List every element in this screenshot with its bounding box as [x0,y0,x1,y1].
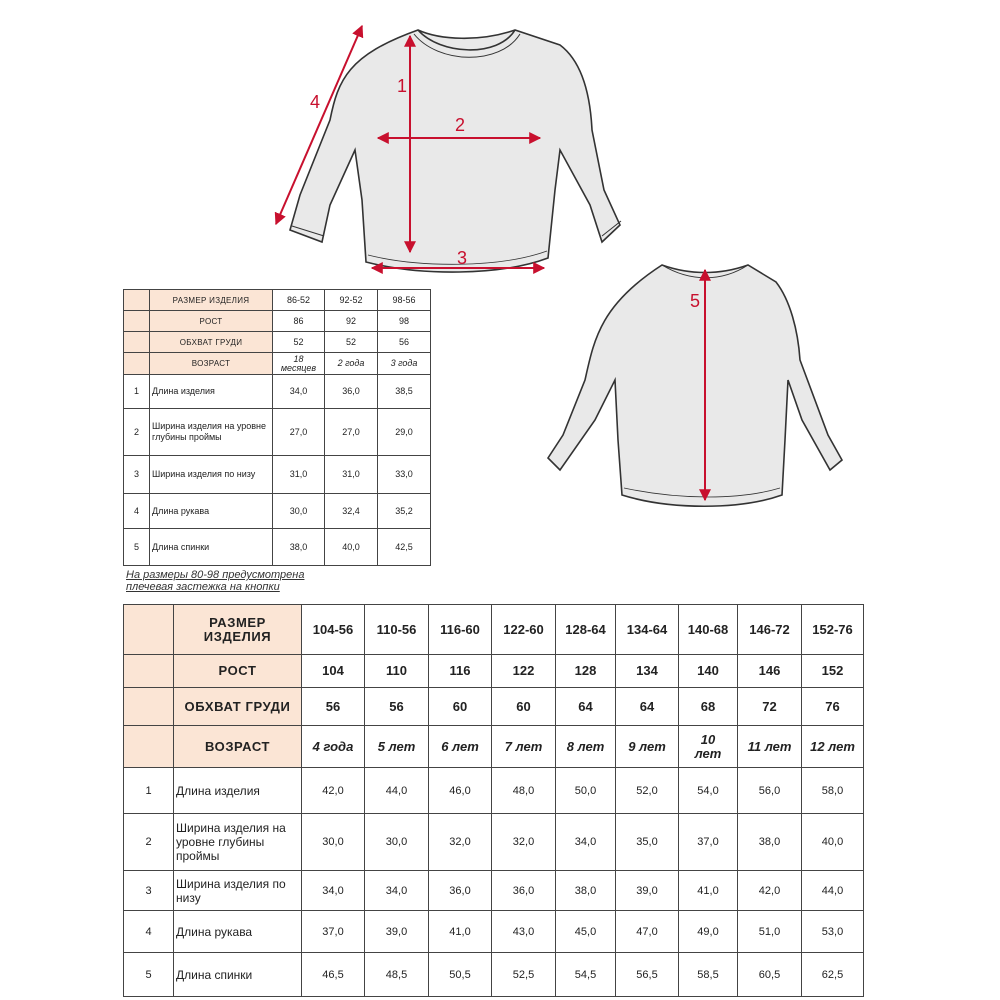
header-label: РАЗМЕР ИЗДЕЛИЯ [150,290,273,311]
measure-label-2: 2 [455,115,466,135]
measure-label-1: 1 [397,76,408,96]
table-row: ОБХВАТ ГРУДИ 52 52 56 [124,332,431,353]
header-label: РОСТ [150,311,273,332]
table-row: 2 Ширина изделия на уровне глубины проймы 27,0 27,0 29,0 [124,409,431,456]
table-row: 3 Ширина изделия по низу 34,0 34,0 36,0 36,0 38,0 39,0 41,0 42,0 44,0 [124,871,864,911]
table-row: 3 Ширина изделия по низу 31,0 31,0 33,0 [124,456,431,494]
table-row: РАЗМЕР ИЗДЕЛИЯ 104-56 110-56 116-60 122-60 128-64 134-64 140-68 146-72 152-76 [124,605,864,655]
table-row: 1 Длина изделия 42,0 44,0 46,0 48,0 50,0 52,0 54,0 56,0 58,0 [124,768,864,814]
table-row: 4 Длина рукава 30,0 32,4 35,2 [124,494,431,529]
size-note [126,569,426,593]
table-row: РОСТ 86 92 98 [124,311,431,332]
table-row: 5 Длина спинки 46,5 48,5 50,5 52,5 54,5 56,5 58,5 60,5 62,5 [124,953,864,997]
table-row: 4 Длина рукава 37,0 39,0 41,0 43,0 45,0 47,0 49,0 51,0 53,0 [124,911,864,953]
table-row: ВОЗРАСТ 18 месяцев 2 года 3 года [124,353,431,375]
header-label: ОБХВАТ ГРУДИ [174,688,302,726]
front-view [290,30,621,272]
header-label: РАЗМЕР ИЗДЕЛИЯ [174,605,302,655]
size-table-large [123,604,864,997]
front-body [290,30,620,272]
table-row: ОБХВАТ ГРУДИ 56 56 60 60 64 64 68 72 76 [124,688,864,726]
table-row: ВОЗРАСТ 4 года 5 лет 6 лет 7 лет 8 лет 9 лет 10 лет 11 лет 12 лет [124,726,864,768]
table-row: 1 Длина изделия 34,0 36,0 38,5 [124,375,431,409]
measure-label-4: 4 [310,92,321,112]
header-label: РОСТ [174,655,302,688]
measure-label-5: 5 [690,291,701,311]
table-row: РОСТ 104 110 116 122 128 134 140 146 152 [124,655,864,688]
note-line: На размеры 80-98 предусмотрена [126,569,305,581]
table-row: РАЗМЕР ИЗДЕЛИЯ 86-52 92-52 98-56 [124,290,431,311]
header-label: ОБХВАТ ГРУДИ [150,332,273,353]
table-row: 2 Ширина изделия на уровне глубины проймы 30,0 30,0 32,0 32,0 34,0 35,0 37,0 38,0 40,0 [124,814,864,871]
table-row: 5 Длина спинки 38,0 40,0 42,5 [124,529,431,566]
measure-label-3: 3 [457,248,468,268]
size-table-small [123,289,431,566]
header-label: ВОЗРАСТ [174,726,302,768]
note-line: плечевая застежка на кнопки [126,581,280,593]
header-label: ВОЗРАСТ [150,353,273,375]
